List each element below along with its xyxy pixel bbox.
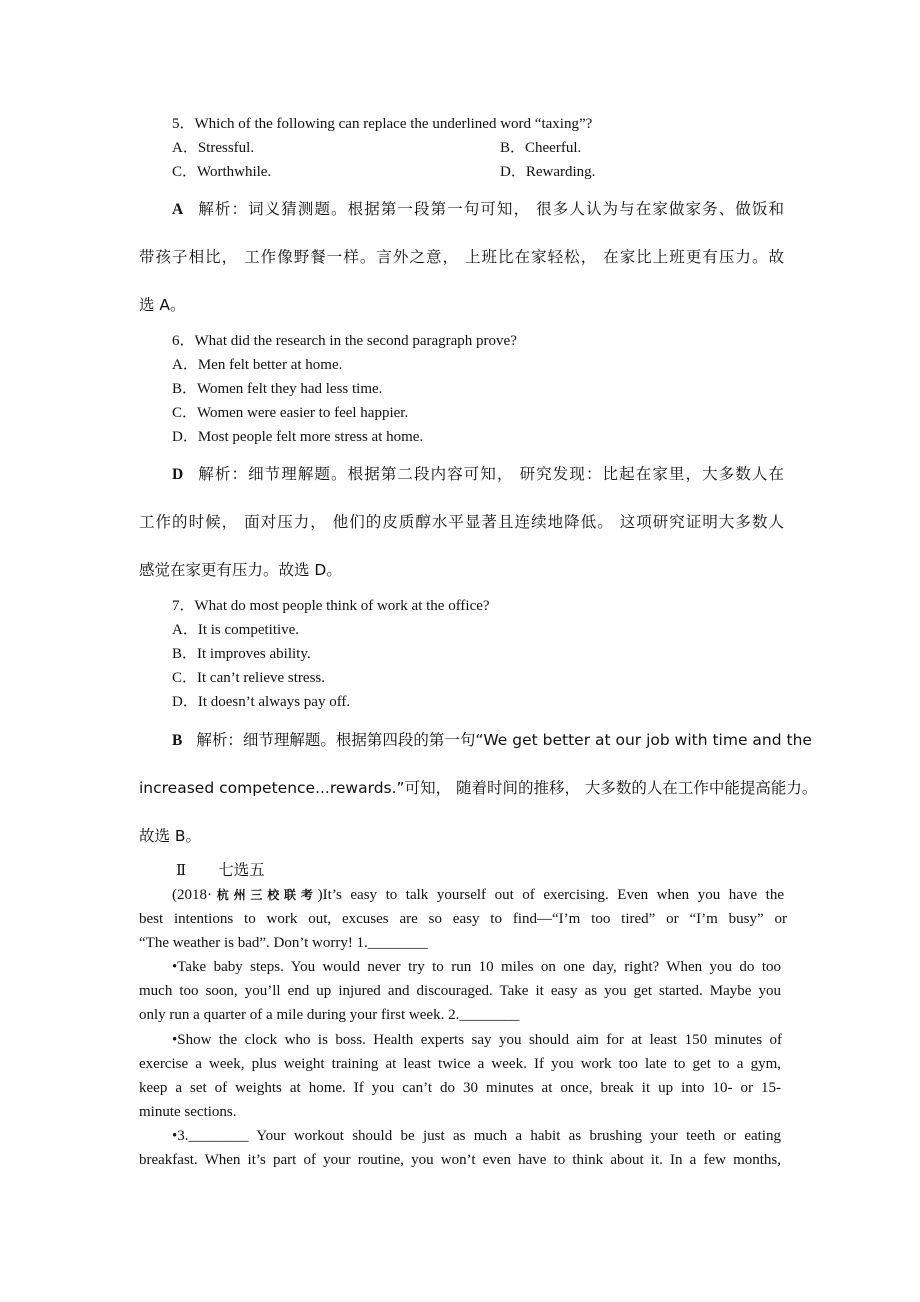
option-c: C．Worthwhile. (172, 164, 272, 180)
option-d: D．Rewarding. (500, 164, 596, 180)
source-label: 杭州三校联考 (212, 888, 318, 902)
explanation-line: 感觉在家更有压力。故选 D。 (139, 561, 342, 579)
passage-line (172, 885, 784, 905)
answer-letter: A (172, 201, 184, 218)
answer-letter: D (172, 466, 184, 483)
explanation-line: 故选 B。 (139, 827, 202, 845)
passage-line: •Take baby steps. You would never try to run 10 miles on one day, right? When you do too (172, 959, 781, 975)
explanation-line: 选 A。 (139, 296, 186, 314)
explanation-line: increased competence...rewards.”可知， 随着时间的推移， 大多数的人在工作中能提高能力。 (139, 779, 818, 797)
option: A．It is competitive. (172, 622, 300, 638)
option-b: B．Cheerful. (500, 140, 582, 156)
option: B．Women felt they had less time. (172, 381, 383, 397)
option: D．It doesn’t always pay off. (172, 694, 351, 710)
option: C．Women were easier to feel happier. (172, 405, 409, 421)
question-5-stem: 5．Which of the following can replace the underlined word “taxing”? (172, 116, 593, 132)
option-a: A．Stressful. (172, 140, 255, 156)
source-prefix: (2018· (172, 887, 212, 903)
passage-line: breakfast. When it’s part of your routine, you won’t even have to think about it. In a few months, (139, 1152, 781, 1168)
passage-line: exercise a week, plus weight training at least twice a week. If you work too late to get to a gym, (139, 1056, 781, 1072)
q7-explanation (172, 730, 812, 751)
passage-line: only run a quarter of a mile during your first week. 2.________ (139, 1007, 520, 1023)
option: B．It improves ability. (172, 646, 311, 662)
passage-line: •3.________ Your workout should be just as much a habit as brushing your teeth or eating (172, 1128, 781, 1144)
passage-line: “The weather is bad”. Don’t worry! 1.________ (139, 935, 428, 951)
option: D．Most people felt more stress at home. (172, 429, 424, 445)
section-number: Ⅱ (176, 863, 187, 879)
passage-line: •Show the clock who is boss. Health experts say you should aim for at least 150 minutes of (172, 1032, 782, 1048)
section-heading (176, 860, 821, 881)
question-6-stem: 6．What did the research in the second paragraph prove? (172, 333, 517, 349)
q5-explanation (172, 199, 784, 220)
option: A．Men felt better at home. (172, 357, 343, 373)
explanation-text: 解析：词义猜测题。根据第一段第一句可知， 很多人认为与在家做家务、做饭和 (197, 200, 784, 218)
q6-explanation (172, 464, 784, 485)
question-7-stem: 7．What do most people think of work at the office? (172, 598, 490, 614)
explanation-text: 解析：细节理解题。根据第二段内容可知， 研究发现：比起在家里，大多数人在 (197, 465, 784, 483)
passage-text: )It’s easy to talk yourself out of exercising. Even when you have the (317, 887, 784, 903)
passage-line: minute sections. (139, 1104, 237, 1120)
explanation-line: 工作的时候， 面对压力， 他们的皮质醇水平显著且连续地降低。 这项研究证明大多数人 (139, 513, 784, 531)
explanation-line: 带孩子相比， 工作像野餐一样。言外之意， 上班比在家轻松， 在家比上班更有压力。故 (139, 248, 784, 266)
passage-line: much too soon, you’ll end up injured and discouraged. Take it easy as you get started. Maybe you (139, 983, 781, 999)
section-title: 七选五 (218, 861, 265, 879)
passage-line: best intentions to work out, excuses are so easy to find—“I’m too tired” or “I’m busy” or (139, 911, 787, 927)
answer-letter: B (172, 732, 183, 749)
explanation-text: 解析：细节理解题。根据第四段的第一句“We get better at our job with time and the (196, 731, 812, 749)
passage-line: keep a set of weights at home. If you can’t do 30 minutes at once, break it up into 10- or 15- (139, 1080, 781, 1096)
option: C．It can’t relieve stress. (172, 670, 326, 686)
